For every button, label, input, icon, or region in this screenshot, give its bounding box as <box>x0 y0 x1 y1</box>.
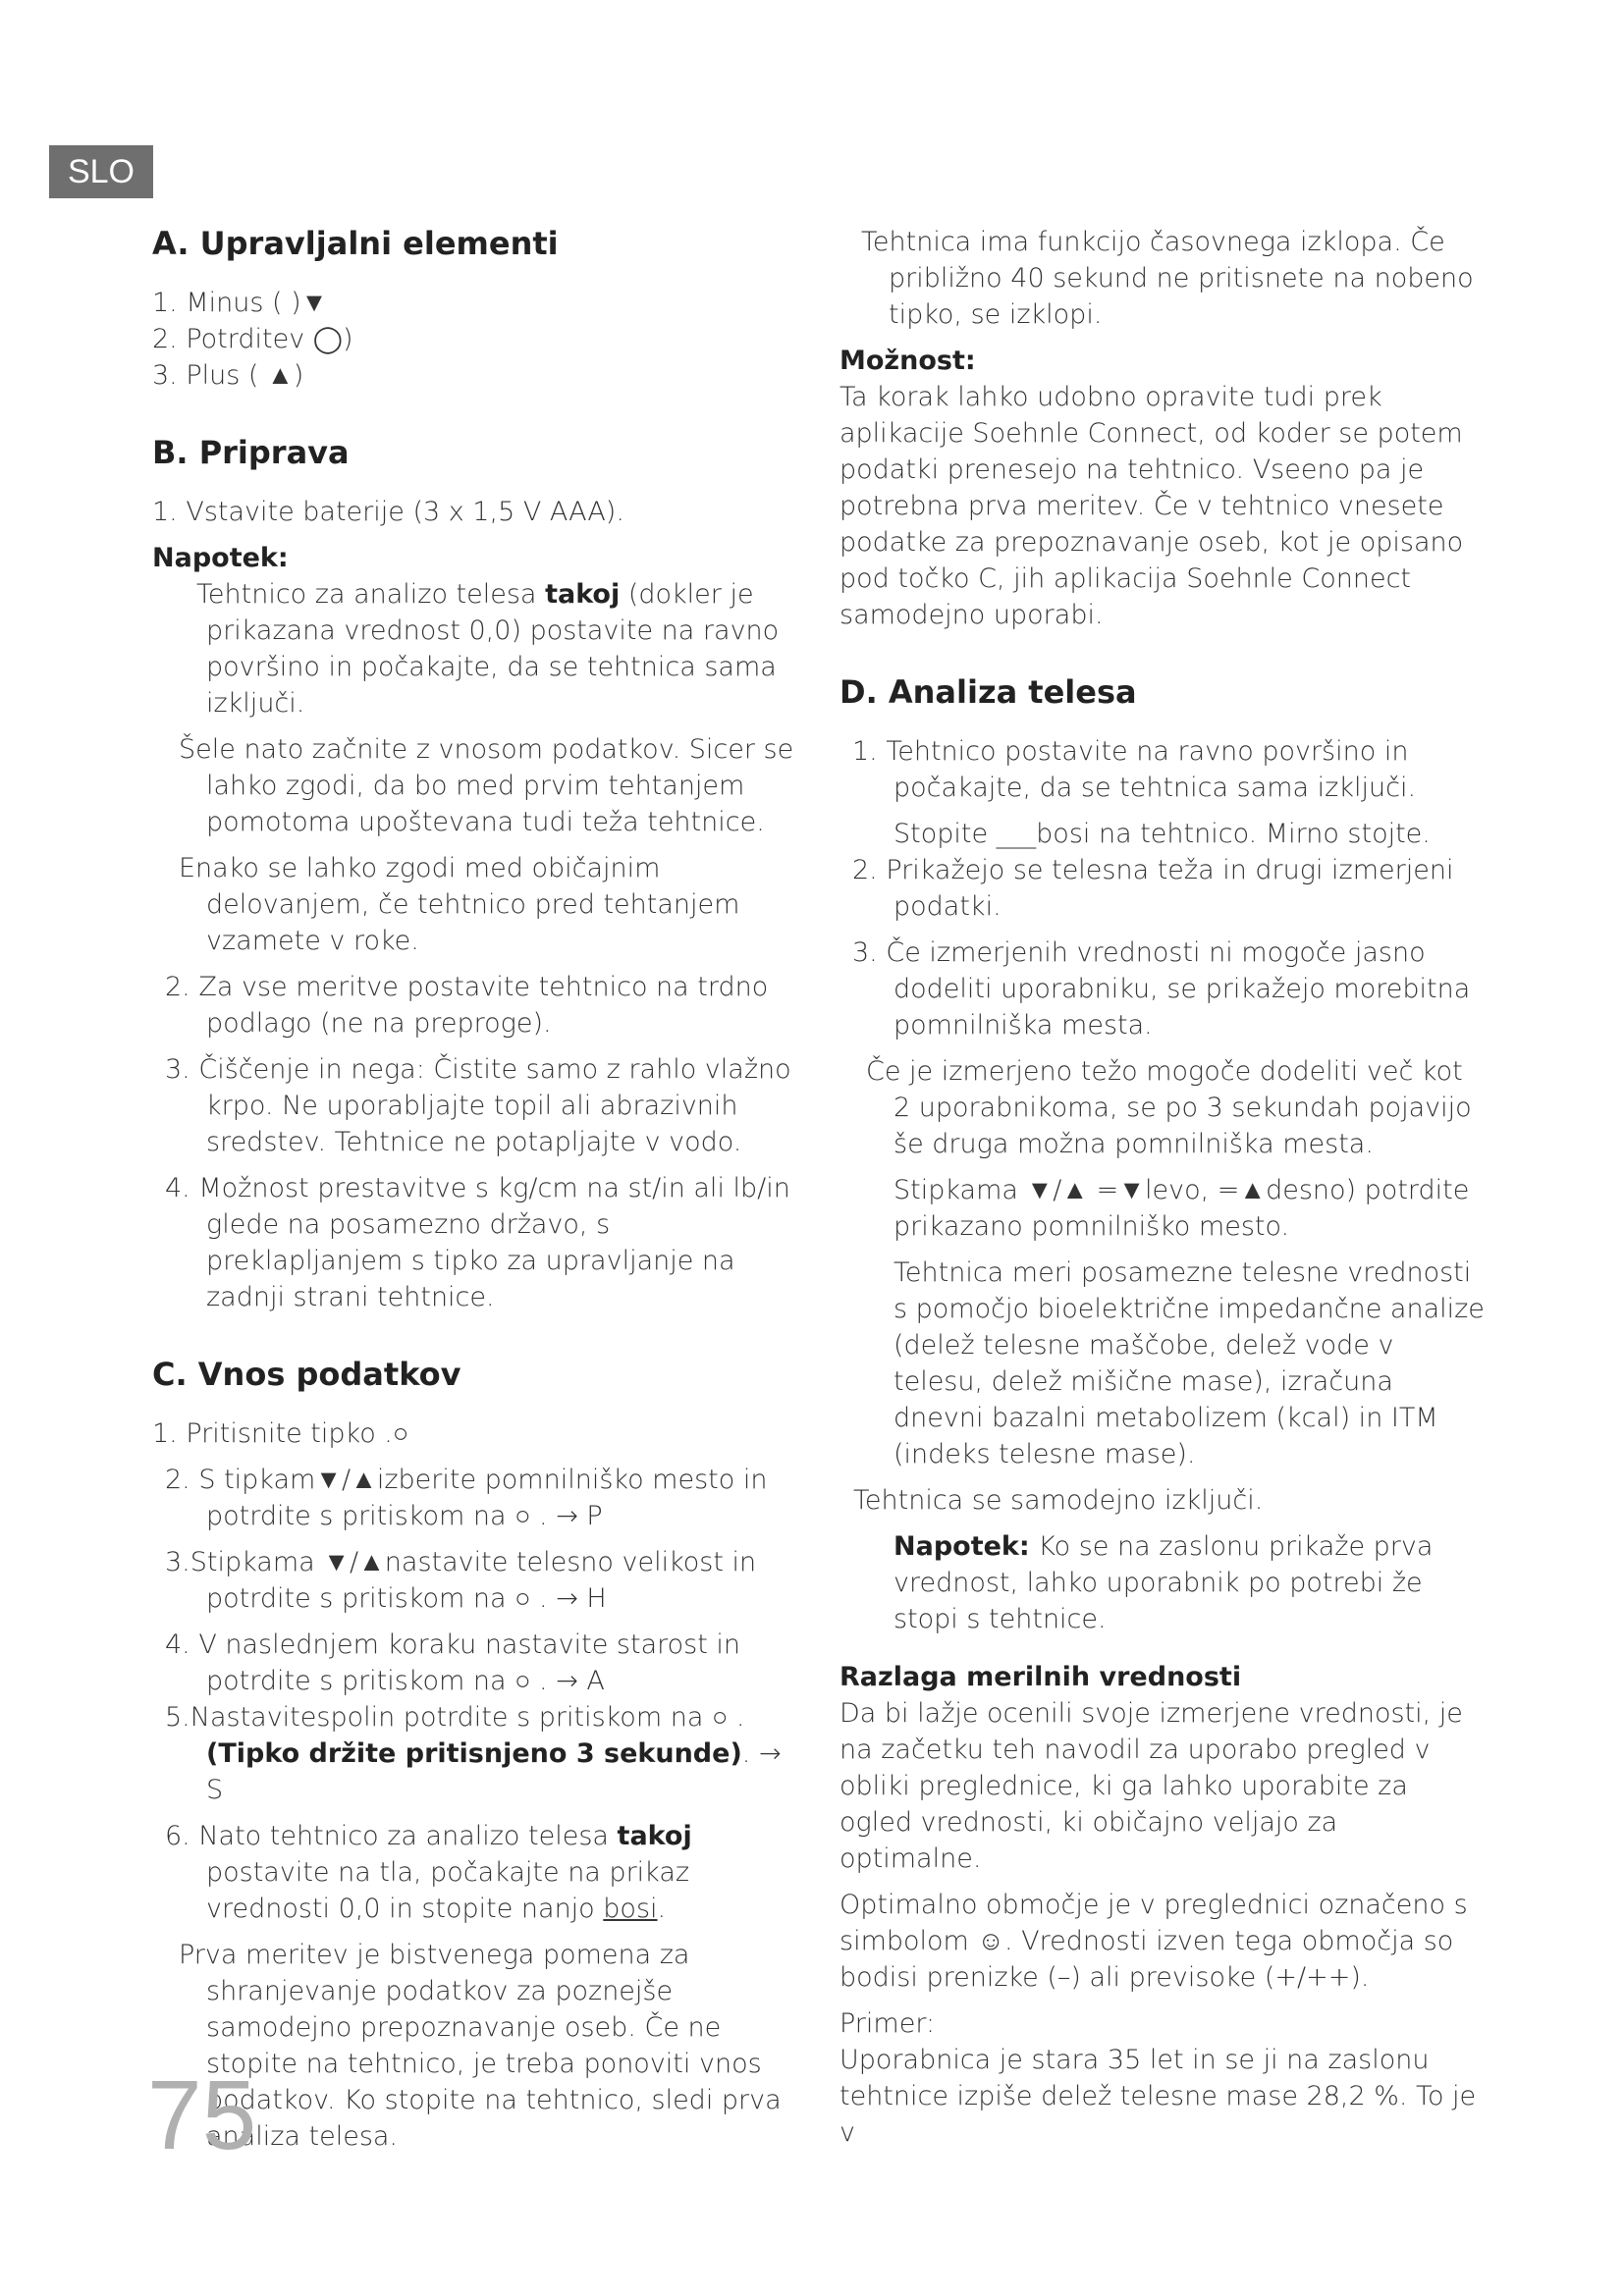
prep-note-label: Napotek: <box>152 543 289 573</box>
data-entry-item-3: 3.Stipkama ▼/▲nastavite telesno velikost in potrdite s pritiskom na ○ . → H <box>165 1547 757 1614</box>
prep-item-4: 4. Možnost prestavitve s kg/cm na st/in ali lb/in glede na posamezno državo, s preklapljanjem s tipko za upravljanje na zadnji strani tehtnice. <box>165 1173 790 1312</box>
language-badge: SLO <box>49 145 153 198</box>
section-a-title: A. Upravljalni elementi <box>152 225 559 262</box>
data-entry-item-5: 5.Nastavitespolin potrdite s pritiskom na ○ . (Tipko držite pritisnjeno 3 sekunde). → S <box>165 1702 782 1805</box>
interpretation-para-2: Optimalno območje je v preglednici označeno s simbolom ☺. Vrednosti izven tega območja so bodisi prenizke (–) ali previsoke (+/++). <box>839 1890 1468 1993</box>
section-d-title: D. Analiza telesa <box>839 673 1137 711</box>
analysis-note: Napotek: Ko se na zaslonu prikaže prva vrednost, lahko uporabnik po potrebi že stopi s tehtnice. <box>893 1531 1434 1634</box>
interpretation-title: Razlaga merilnih vrednosti <box>839 1662 1242 1692</box>
page-number: 75 <box>147 2060 257 2170</box>
prep-item-2: 2. Za vse meritve postavite tehtnico na trdno podlago (ne na preproge). <box>165 972 769 1039</box>
section-c-title: C. Vnos podatkov <box>152 1356 461 1393</box>
left-column <box>152 224 800 2155</box>
data-entry-item-2: 2. S tipkam▼/▲izberite pomnilniško mesto in potrdite s pritiskom na ○ . → P <box>165 1465 768 1531</box>
option-label: Možnost: <box>839 346 976 376</box>
analysis-item-2: 2. Prikažejo se telesna teža in drugi izmerjeni podatki. <box>852 855 1454 922</box>
controls-item-minus: 1. Minus ( )▼ <box>152 288 328 318</box>
prep-note-3: Enako se lahko zgodi med običajnim delovanjem, če tehtnico pred tehtanjem vzamete v roke. <box>179 853 740 956</box>
controls-item-confirm: 2. Potrditev ◯) <box>152 324 353 354</box>
analysis-para-1: Če je izmerjeno težo mogoče dodeliti več kot 2 uporabnikoma, se po 3 sekundah pojavijo še druga možna pomnilniška mesta. <box>866 1056 1472 1159</box>
option-text: Ta korak lahko udobno opravite tudi prek aplikacije Soehnle Connect, od koder se potem podatki prenesejo na tehtnico. Vseeno pa je potrebna prva meritev. Če v tehtnico vnesete podatke za prepoznavanje oseb, kot je opisano pod točko C, jih aplikacija Soehnle Connect samodejno uporabi. <box>839 382 1464 630</box>
timeout-note: Tehtnica ima funkcijo časovnega izklopa. Če približno 40 sekund ne pritisnete na nobeno tipko, se izklopi. <box>861 227 1474 330</box>
analysis-para-2: Stipkama ▼/▲ =▼levo, =▲desno) potrdite prikazano pomnilniško mesto. <box>893 1175 1470 1242</box>
analysis-para-4: Tehtnica se samodejno izklјuči. <box>853 1485 1264 1516</box>
prep-note-2: Šele nato začnite z vnosom podatkov. Sicer se lahko zgodi, da bo med prvim tehtanjem pomotoma upoštevana tudi teža tehtnice. <box>179 734 794 837</box>
analysis-item-1: 1. Tehtnico postavite na ravno površino in počakajte, da se tehtnica sama izklјuči. <box>852 736 1417 803</box>
controls-item-plus: 3. Plus ( ▲) <box>152 360 304 391</box>
interpretation-example-text: Uporabnica je stara 35 let in se ji na zaslonu tehtnice izpiše delež telesne mase 28,2 %. To je v <box>839 2045 1477 2148</box>
prep-item-3: 3. Čiščenje in nega: Čistite samo z rahlo vlažno krpo. Ne uporabljajte topil ali abrazivnih sredstev. Tehtnice ne potapljajte v vodo. <box>165 1054 791 1157</box>
section-b-title: B. Priprava <box>152 434 350 471</box>
interpretation-para-1: Da bi lažje ocenili svoje izmerjene vrednosti, je na začetku teh navodil za uporabo pregled v obliki preglednice, ki ga lahko uporabite za ogled vrednosti, ki običajno veljajo za optimalne. <box>839 1698 1463 1874</box>
interpretation-example-label: Primer: <box>839 2008 936 2039</box>
data-entry-paragraph: Prva meritev je bistvenega pomena za shranjevanje podatkov za poznejše samodejno prepoznavanje oseb. Če ne stopite na tehtnico, je treba ponoviti vnos podatkov. Ko stopite na tehtnico, sledi prva analiza telesa. <box>179 1940 782 2152</box>
analysis-item-3: 3. Če izmerjenih vrednosti ni mogoče jasno dodeliti uporabniku, se prikažejo morebitna pomnilniška mesta. <box>852 937 1471 1041</box>
data-entry-item-4: 4. V naslednjem koraku nastavite starost in potrdite s pritiskom na ○ . → A <box>165 1629 741 1696</box>
analysis-para-3: Tehtnica meri posamezne telesne vrednosti s pomočjo bioelektrične impedančne analize (delež telesne maščobe, delež vode v telesu, delež mišične mase), izračuna dnevni bazalni metabolizem (kcal) in ITM (indeks telesne mase). <box>893 1257 1485 1469</box>
prep-item-1: 1. Vstavite baterije (3 x 1,5 V AAA). <box>152 497 624 527</box>
data-entry-item-1: 1. Pritisnite tipko .○ <box>152 1418 409 1449</box>
analysis-item-1b: Stopite ___bosi na tehtnico. Mirno stojte. <box>893 819 1431 849</box>
prep-note-1: Tehtnico za analizo telesa takoj (dokler je prikazana vrednost 0,0) postavite na ravno površino in počakajte, da se tehtnica sama izklјuči. <box>196 579 780 719</box>
right-column <box>839 224 1488 2151</box>
data-entry-item-6: 6. Nato tehtnico za analizo telesa takoj postavite na tla, počakajte na prikaz vrednosti 0,0 in stopite nanjo bosi. <box>165 1821 692 1924</box>
